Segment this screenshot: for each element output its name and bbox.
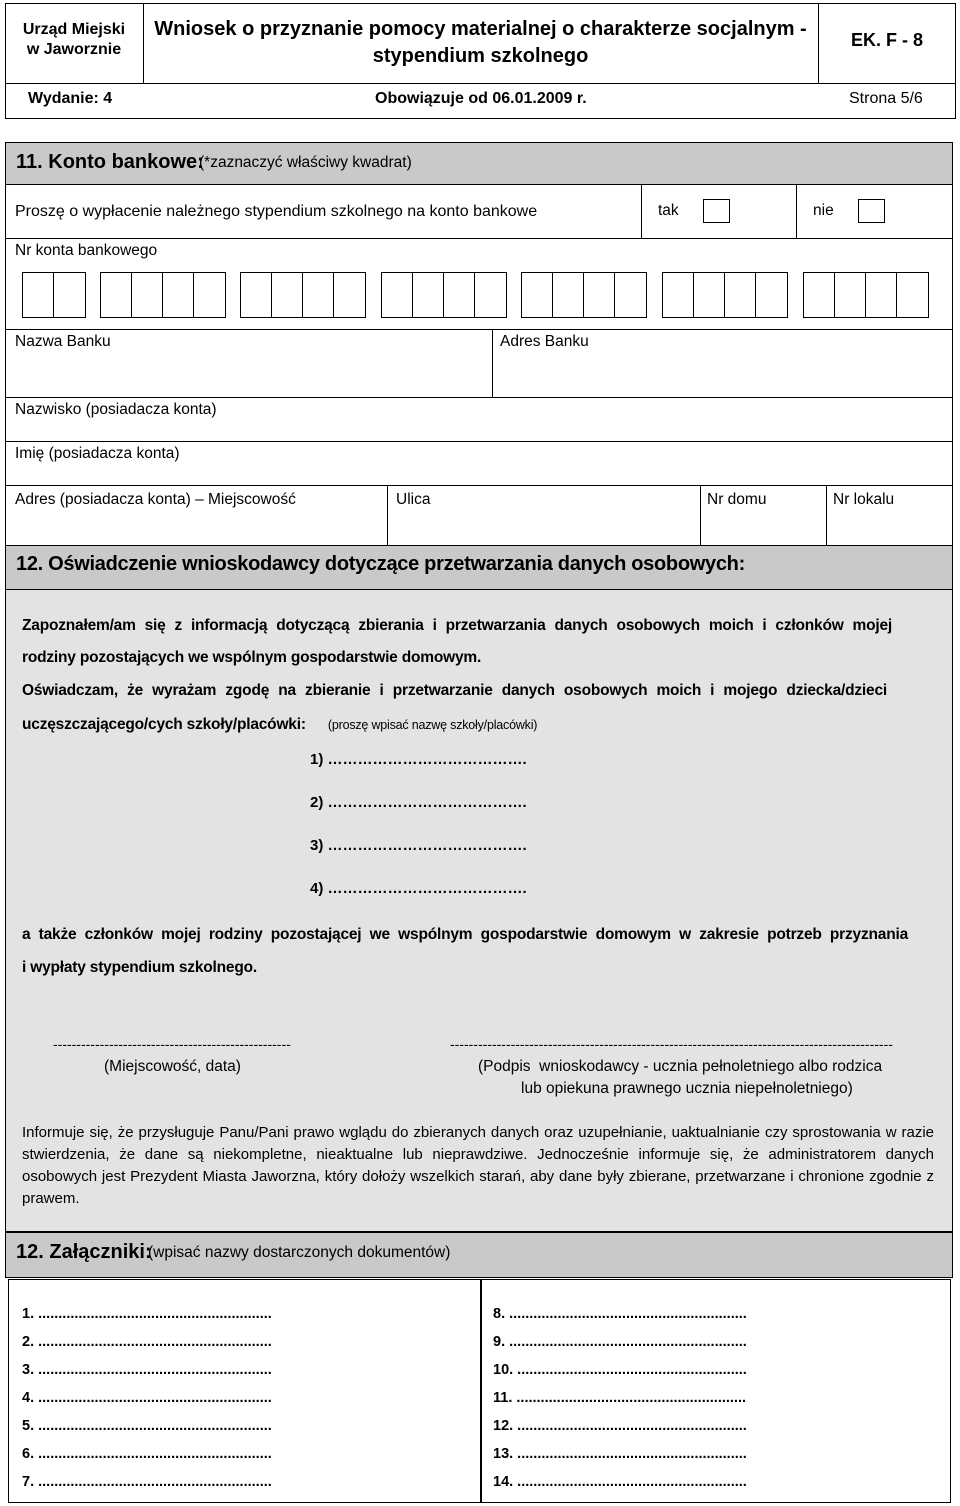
attachment-item[interactable]: 13. ......................................................... xyxy=(493,1446,747,1462)
account-digit-box[interactable] xyxy=(803,272,836,318)
attachment-item[interactable]: 2. .......................................................... xyxy=(22,1334,272,1350)
account-digit-box[interactable] xyxy=(302,272,335,318)
holder-surname-field[interactable]: Nazwisko (posiadacza konta) xyxy=(15,401,217,418)
section-12-title: 12. Oświadczenie wnioskodawcy dotyczące przetwarzania danych osobowych: xyxy=(16,553,745,575)
header-divider xyxy=(5,83,956,84)
account-digit-box[interactable] xyxy=(724,272,757,318)
no-option[interactable] xyxy=(813,199,885,223)
consent-paragraph-1b: rodziny pozostających we wspólnym gospodarstwie domowym. xyxy=(22,649,482,666)
place-date-caption: (Miejscowość, data) xyxy=(104,1058,241,1075)
holder-city-field[interactable]: Adres (posiadacza konta) – Miejscowość xyxy=(15,491,296,508)
row-divider xyxy=(5,441,953,442)
row-divider xyxy=(492,329,493,397)
form-code: EK. F - 8 xyxy=(850,30,923,50)
consent-paragraph-2: Oświadczam, że wyrażam zgodę na zbieranie i przetwarzanie danych osobowych moich i mojego dziecka/dzieci xyxy=(22,682,887,699)
valid-from-label: Obowiązuje od 06.01.2009 r. xyxy=(375,90,587,107)
school-field-3[interactable]: 3) …………………………………. xyxy=(310,837,527,854)
row-divider xyxy=(641,185,642,238)
no-label: nie xyxy=(813,202,834,220)
row-divider xyxy=(5,238,953,239)
signature-caption-2: lub opiekuna prawnego ucznia niepełnoletniego) xyxy=(521,1080,853,1097)
account-digit-box[interactable] xyxy=(614,272,647,318)
place-date-line[interactable]: --------------------------------------------------- xyxy=(53,1036,291,1052)
holder-street-field[interactable]: Ulica xyxy=(396,491,431,508)
account-digit-box[interactable] xyxy=(162,272,195,318)
bank-address-field[interactable]: Adres Banku xyxy=(500,333,589,350)
attachment-item[interactable]: 6. .......................................................... xyxy=(22,1446,272,1462)
attachment-item[interactable]: 1. .......................................................... xyxy=(22,1306,272,1322)
school-field-2[interactable]: 2) …………………………………. xyxy=(310,794,527,811)
row-divider xyxy=(826,485,827,546)
account-digit-box[interactable] xyxy=(381,272,414,318)
attachment-item[interactable]: 9. ........................................................... xyxy=(493,1334,747,1350)
page-number: Strona 5/6 xyxy=(849,90,923,107)
no-checkbox[interactable] xyxy=(858,199,885,223)
consent-paragraph-1: Zapoznałem/am się z informacją dotyczącą zbierania i przetwarzania danych osobowych moich i członków mojej xyxy=(22,617,892,634)
account-digit-box[interactable] xyxy=(22,272,55,318)
schools-hint: (proszę wpisać nazwę szkoły/placówki) xyxy=(327,718,538,732)
attachment-item[interactable]: 14. ......................................................... xyxy=(493,1474,747,1490)
account-digit-box[interactable] xyxy=(896,272,929,318)
section-11-note: (*zaznaczyć właściwy kwadrat) xyxy=(199,154,412,171)
row-divider xyxy=(387,485,388,546)
bank-name-field[interactable]: Nazwa Banku xyxy=(15,333,111,350)
attachment-item[interactable]: 5. .......................................................... xyxy=(22,1418,272,1434)
attachment-item[interactable]: 3. .......................................................... xyxy=(22,1362,272,1378)
office-name: Urząd Miejski w Jaworznie xyxy=(22,21,126,58)
payout-question: Proszę o wypłacenie należnego stypendium szkolnego na konto bankowe xyxy=(15,203,538,220)
account-digit-box[interactable] xyxy=(583,272,616,318)
holder-house-number-field[interactable]: Nr domu xyxy=(707,491,767,508)
account-digit-box[interactable] xyxy=(100,272,133,318)
signature-caption: (Podpis wnioskodawcy - ucznia pełnoletniego albo rodzica xyxy=(478,1058,883,1075)
row-divider xyxy=(5,397,953,398)
account-digit-box[interactable] xyxy=(693,272,726,318)
school-field-1[interactable]: 1) …………………………………. xyxy=(310,751,527,768)
attachment-item[interactable]: 8. ........................................................... xyxy=(493,1306,747,1322)
attachment-item[interactable]: 12. ......................................................... xyxy=(493,1418,747,1434)
holder-apartment-number-field[interactable]: Nr lokalu xyxy=(833,491,895,508)
attachment-item[interactable]: 7. .......................................................... xyxy=(22,1474,272,1490)
account-digit-box[interactable] xyxy=(521,272,554,318)
row-divider xyxy=(5,485,953,486)
account-digit-box[interactable] xyxy=(755,272,788,318)
account-digit-box[interactable] xyxy=(271,272,304,318)
form-title: Wniosek o przyznanie pomocy materialnej o charakterze socjalnym - stypendium szkolnego xyxy=(154,18,807,67)
account-digit-box[interactable] xyxy=(412,272,445,318)
holder-firstname-field[interactable]: Imię (posiadacza konta) xyxy=(15,445,180,462)
account-digit-box[interactable] xyxy=(240,272,273,318)
section-11-title: 11. Konto bankowe: xyxy=(16,151,204,173)
attachment-item[interactable]: 10. ......................................................... xyxy=(493,1362,747,1378)
account-digit-box[interactable] xyxy=(53,272,86,318)
consent-paragraph-3: a także członków mojej rodziny pozostającej we wspólnym gospodarstwie domowym w zakresie potrzeb przyznania xyxy=(22,926,908,943)
section-12-header xyxy=(6,546,952,590)
consent-paragraph-2b xyxy=(22,716,537,734)
account-digit-box[interactable] xyxy=(193,272,226,318)
account-digit-box[interactable] xyxy=(131,272,164,318)
attachments-header xyxy=(5,1232,953,1278)
row-divider xyxy=(5,329,953,330)
account-digit-box[interactable] xyxy=(834,272,867,318)
schools-label: uczęszczającego/cych szkoły/placówki: xyxy=(22,716,306,733)
account-digit-box[interactable] xyxy=(865,272,898,318)
attachment-item[interactable]: 11. ......................................................... xyxy=(493,1390,747,1406)
account-digit-box[interactable] xyxy=(443,272,476,318)
gdpr-information: Informuje się, że przysługuje Panu/Pani prawo wglądu do zbieranych danych oraz uzupełnianie, uaktualnianie czy sprostowania w razie stwierdzenia, że dane są niekompletne, nieaktualne lub nieprawdziwe. Jednocześnie informuje się, że administratorem danych osobowych jest Prezydent Miasta Jaworzna, który dołoży wszelkich starań, aby dane były zbierane, przetwarzane i chronione zgodnie z prawem. xyxy=(22,1124,934,1207)
signature-line[interactable]: ----------------------------------------------------------------------------------------------- xyxy=(450,1036,893,1052)
school-field-4[interactable]: 4) …………………………………. xyxy=(310,880,527,897)
yes-checkbox[interactable] xyxy=(703,199,730,223)
yes-option[interactable] xyxy=(658,199,730,223)
yes-label: tak xyxy=(658,202,679,220)
account-digit-box[interactable] xyxy=(333,272,366,318)
consent-paragraph-3b: i wypłaty stypendium szkolnego. xyxy=(22,959,257,976)
row-divider xyxy=(700,485,701,546)
account-number-label: Nr konta bankowego xyxy=(15,242,158,259)
account-digit-box[interactable] xyxy=(552,272,585,318)
attachment-item[interactable]: 4. .......................................................... xyxy=(22,1390,272,1406)
attachments-title: 12. Załączniki: xyxy=(16,1241,152,1263)
account-digit-box[interactable] xyxy=(474,272,507,318)
account-digit-box[interactable] xyxy=(662,272,695,318)
edition-label: Wydanie: 4 xyxy=(28,90,113,107)
attachments-note: (wpisać nazwy dostarczonych dokumentów) xyxy=(148,1244,451,1261)
row-divider xyxy=(796,185,797,238)
section-11-header xyxy=(6,143,952,185)
